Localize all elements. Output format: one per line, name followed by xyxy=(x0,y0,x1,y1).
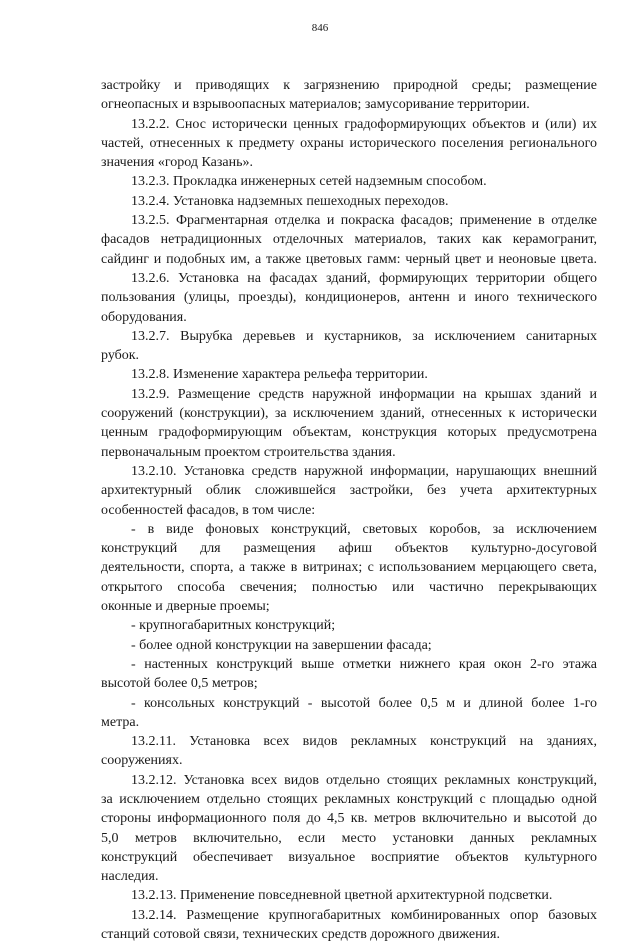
text-line: конструкций обеспечивает визуальное восприятие объектов культурного xyxy=(101,849,597,865)
text-line: конструкций для размещения афиш объектов культурно-досуговой xyxy=(101,541,597,557)
text-line: пользования (улицы, проезды), кондиционеров, антенн и иного технического xyxy=(101,290,597,306)
text-line: сайдинг и подобных им, а также цветовых гамм: черный цвет и неоновые цвета. xyxy=(101,251,597,267)
text-line: частей, отнесенных к предмету охраны исторического поселения регионального xyxy=(101,135,597,151)
text-line: 13.2.5. Фрагментарная отделка и покраска фасадов; применение в отделке xyxy=(131,213,597,229)
text-line: за исключением отдельно стоящих рекламных конструкций с площадью одной xyxy=(101,791,597,807)
text-line: фасадов нетрадиционных отделочных материалов, таких как керамогранит, xyxy=(101,232,597,248)
text-line: деятельности, спорта, а также в витринах; с использованием мерцающего света, xyxy=(101,560,597,576)
text-line: - крупногабаритных конструкций; xyxy=(131,618,336,634)
text-line: 13.2.12. Установка всех видов отдельно стоящих рекламных конструкций, xyxy=(131,772,597,788)
text-line: 13.2.2. Снос исторически ценных градоформирующих объектов и (или) их xyxy=(131,116,597,132)
text-line: особенностей фасадов, в том числе: xyxy=(101,502,316,518)
text-line: - настенных конструкций выше отметки нижнего края окон 2-го этажа xyxy=(131,656,597,672)
text-line: сооружениях. xyxy=(101,753,183,769)
text-line: - консольных конструкций - высотой более 0,5 м и длиной более 1-го xyxy=(131,695,597,711)
text-line: 13.2.11. Установка всех видов рекламных конструкций на зданиях, xyxy=(131,734,597,750)
text-line: значения «город Казань». xyxy=(101,155,253,171)
text-line: оконные и дверные проемы; xyxy=(101,599,270,615)
text-line: открытого способа свечения; полностью или частично перекрывающих xyxy=(101,579,597,595)
text-line: 13.2.3. Прокладка инженерных сетей надземным способом. xyxy=(131,174,487,190)
text-line: - в виде фоновых конструкций, световых коробов, за исключением xyxy=(131,521,597,537)
text-line: стороны информационного поля до 4,5 кв. метров включительно и высотой до xyxy=(101,811,597,827)
text-line: ценным градоформирующим объектам, конструкция которых предусмотрена xyxy=(101,425,597,441)
document-body xyxy=(101,76,597,944)
text-line: станций сотовой связи, технических средств дорожного движения. xyxy=(101,927,500,943)
text-line: 13.2.7. Вырубка деревьев и кустарников, за исключением санитарных xyxy=(131,328,597,344)
text-line: высотой более 0,5 метров; xyxy=(101,676,258,692)
text-line: - более одной конструкции на завершении фасада; xyxy=(131,637,432,653)
text-line: застройку и приводящих к загрязнению природной среды; размещение xyxy=(101,78,597,93)
text-line: 13.2.8. Изменение характера рельефа территории. xyxy=(131,367,428,383)
page-number: 846 xyxy=(311,22,329,34)
text-line: рубок. xyxy=(101,348,140,364)
text-line: первоначальным проектом строительства здания. xyxy=(101,444,396,460)
text-line: 13.2.14. Размещение крупногабаритных комбинированных опор базовых xyxy=(131,907,597,923)
text-line: 13.2.9. Размещение средств наружной информации на крышах зданий и xyxy=(131,386,597,402)
text-line: 13.2.4. Установка надземных пешеходных переходов. xyxy=(131,193,449,209)
text-line: наследия. xyxy=(101,869,159,885)
text-line: 13.2.10. Установка средств наружной информации, нарушающих внешний xyxy=(131,463,597,479)
text-line: оборудования. xyxy=(101,309,187,325)
text-line: 13.2.13. Применение повседневной цветной архитектурной подсветки. xyxy=(131,888,553,904)
text-line: сооружений (конструкции), за исключением зданий, отнесенных к исторически xyxy=(101,406,597,422)
text-line: 13.2.6. Установка на фасадах зданий, формирующих территории общего xyxy=(131,270,597,286)
text-line: огнеопасных и взрывоопасных материалов; замусоривание территории. xyxy=(101,97,530,113)
text-line: метра. xyxy=(101,714,140,730)
text-line: архитектурный облик сложившейся застройки, без учета архитектурных xyxy=(101,483,597,499)
text-line: 5,0 метров включительно, если место установки данных рекламных xyxy=(101,830,597,846)
